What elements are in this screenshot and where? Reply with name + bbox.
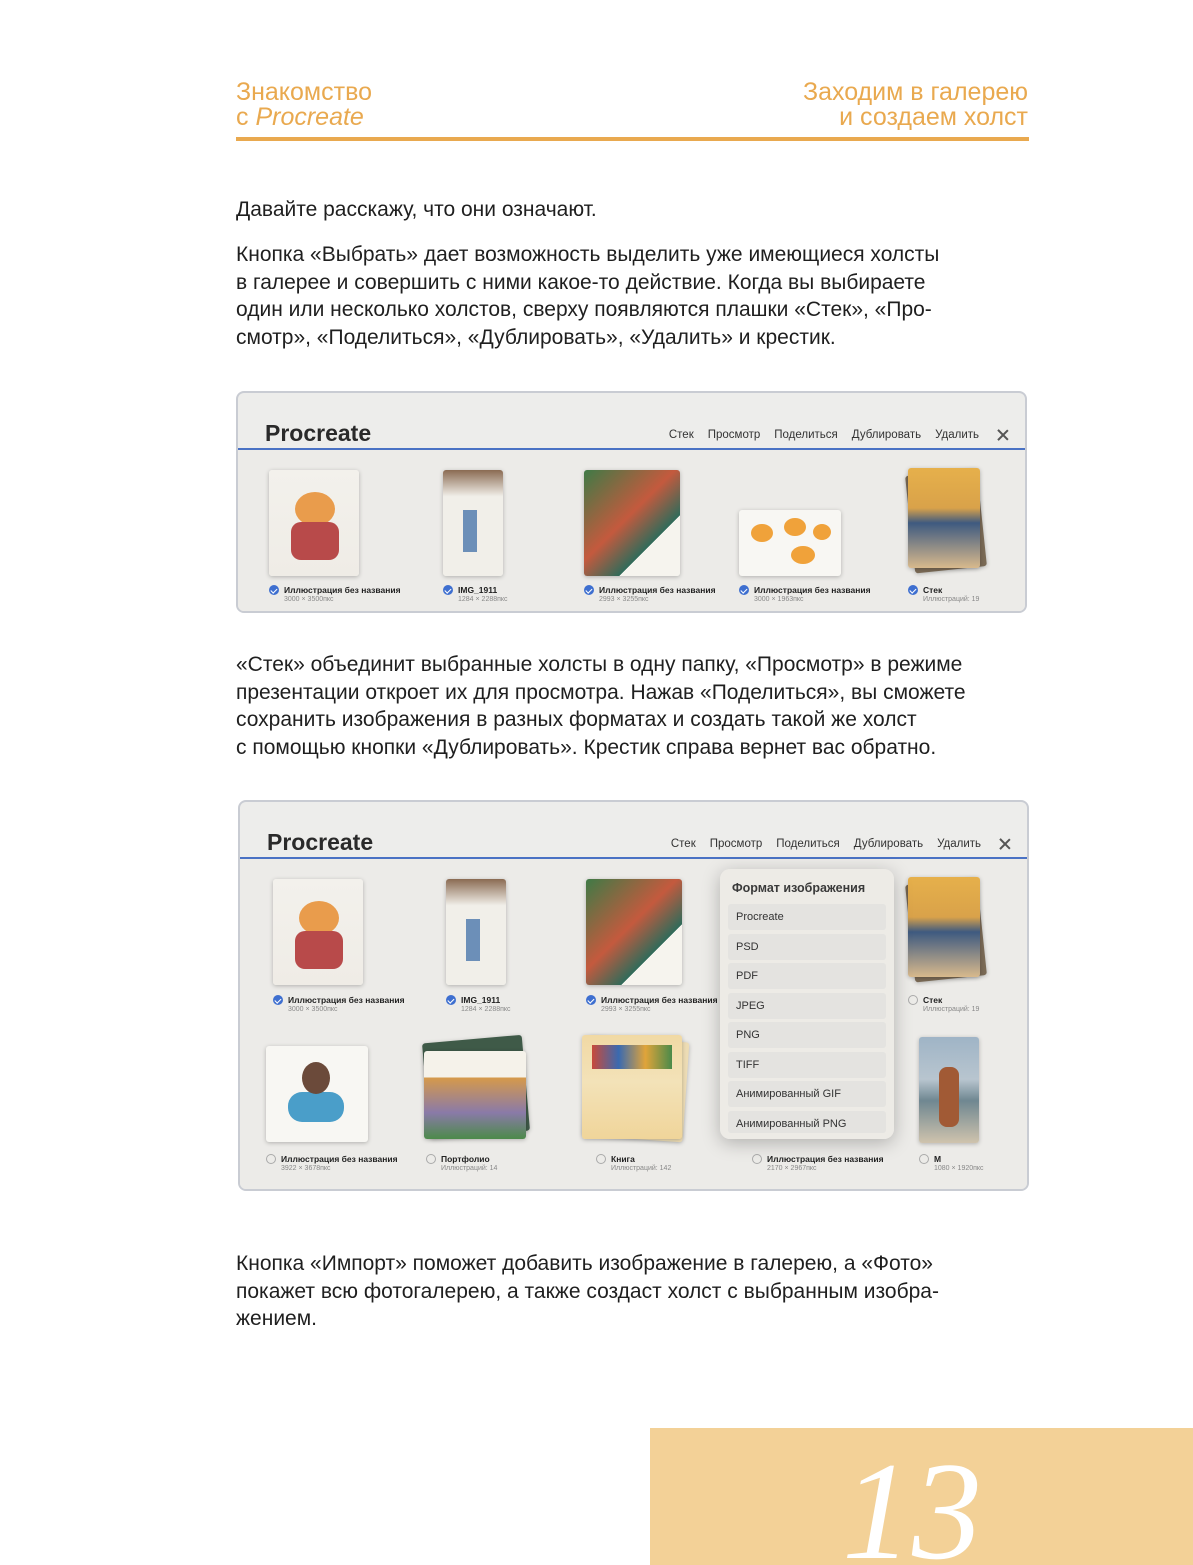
text-line: смотр», «Поделиться», «Дублировать», «Удалить» и крестик.: [236, 325, 836, 349]
text-line: покажет всю фотогалерею, а также создаст холст с выбранным изобра-: [236, 1279, 939, 1303]
gallery-screenshot-share: [238, 800, 1029, 1191]
tile-meta: 3000 × 3500пкс: [284, 596, 334, 603]
tile-caption: [739, 585, 871, 603]
format-option-animated-png[interactable]: Анимированный PNG: [728, 1111, 886, 1133]
delete-button[interactable]: Удалить: [937, 838, 981, 850]
text-line: «Стек» объединит выбранные холсты в одну папку, «Просмотр» в режиме: [236, 653, 963, 676]
tile-title: Иллюстрация без названия: [599, 585, 716, 595]
tile-caption: [584, 585, 716, 603]
paragraph-import-photo: [236, 1250, 1029, 1333]
artwork-thumbnail-img1911[interactable]: [446, 879, 506, 985]
tile-title: M: [934, 1154, 942, 1164]
procreate-logo-text: Procreate: [265, 420, 372, 446]
text-line: Кнопка «Выбрать» дает возможность выделить уже имеющиеся холсты: [236, 243, 940, 266]
artwork-thumbnail-img1911[interactable]: [443, 470, 503, 576]
text-line: один или несколько холстов, сверху появляются плашки «Стек», «Про-: [236, 298, 932, 321]
tile-meta: Иллюстраций: 142: [611, 1165, 672, 1172]
header-divider: [236, 137, 1029, 141]
chapter-title: [236, 80, 372, 130]
tile-meta: 2993 × 3255пкс: [599, 596, 649, 603]
tile-title: Иллюстрация без названия: [601, 995, 718, 1005]
format-option-tiff[interactable]: TIFF: [728, 1052, 886, 1078]
tile-meta: Иллюстраций: 19: [923, 596, 980, 603]
tile-caption: [446, 995, 511, 1013]
chapter-title-procreate: Procreate: [255, 103, 364, 131]
tile-title: Стек: [923, 585, 943, 595]
popover-title: Формат изображения: [732, 881, 866, 895]
text-line: презентации откроет их для просмотра. Нажав «Поделиться», вы сможете: [236, 680, 966, 704]
tile-meta: Иллюстраций: 14: [441, 1165, 498, 1172]
format-option-psd[interactable]: PSD: [728, 934, 886, 960]
checkmark-icon[interactable]: [584, 585, 594, 595]
artwork-thumbnail-portfolio[interactable]: [424, 1051, 526, 1139]
tile-title: Иллюстрация без названия: [767, 1154, 884, 1164]
tile-caption: [443, 585, 508, 603]
procreate-logo-text: Procreate: [267, 829, 374, 855]
paragraph-intro-text: Давайте расскажу, что они означают.: [236, 198, 597, 221]
unchecked-circle-icon[interactable]: [596, 1154, 606, 1164]
tile-meta: 1284 × 2288пкс: [458, 596, 508, 603]
tile-meta: 3000 × 3500пкс: [288, 1006, 338, 1013]
unchecked-circle-icon[interactable]: [426, 1154, 436, 1164]
tile-meta: Иллюстраций: 19: [923, 1006, 980, 1013]
artwork-thumbnail-girl[interactable]: [919, 1037, 979, 1143]
text-line: сохранить изображения в разных форматах и создать такой же холст: [236, 708, 917, 731]
preview-button[interactable]: Просмотр: [709, 838, 763, 850]
artwork-thumbnail-stack[interactable]: [908, 468, 980, 568]
tile-caption: [586, 995, 718, 1013]
tile-title: Иллюстрация без названия: [754, 585, 871, 595]
gallery-screenshot-selection: [236, 391, 1027, 613]
tile-title: IMG_1911: [458, 585, 498, 595]
tile-meta: 1080 × 1920пкс: [934, 1165, 984, 1172]
tile-caption: [908, 995, 979, 1013]
format-option-animated-gif[interactable]: Анимированный GIF: [728, 1081, 886, 1107]
unchecked-circle-icon[interactable]: [908, 995, 918, 1005]
close-icon[interactable]: [999, 838, 1011, 850]
tile-title: Портфолио: [441, 1154, 490, 1164]
artwork-thumbnail-corgi[interactable]: [273, 879, 363, 985]
tile-caption: [273, 995, 405, 1013]
checkmark-icon[interactable]: [269, 585, 279, 595]
tile-caption: [426, 1154, 497, 1172]
text-line: в галерее и совершить с ними какое-то действие. Когда вы выбираете: [236, 270, 926, 294]
text-line: с помощью кнопки «Дублировать». Крестик справа вернет вас обратно.: [236, 735, 937, 759]
tile-meta: 1284 × 2288пкс: [461, 1006, 511, 1013]
tile-meta: 3000 × 1963пкс: [754, 596, 804, 603]
tile-caption: [596, 1154, 671, 1172]
tile-title: Иллюстрация без названия: [284, 585, 401, 595]
checkmark-icon[interactable]: [908, 585, 918, 595]
unchecked-circle-icon[interactable]: [919, 1154, 929, 1164]
tile-title: Иллюстрация без названия: [281, 1154, 398, 1164]
chapter-title-line2: [236, 105, 372, 130]
preview-button[interactable]: Просмотр: [707, 429, 761, 441]
duplicate-button[interactable]: Дублировать: [851, 429, 922, 441]
delete-button[interactable]: Удалить: [935, 429, 979, 441]
chapter-title-line1: Знакомство: [236, 78, 372, 106]
selection-toolbar: [657, 838, 1011, 850]
checkmark-icon[interactable]: [443, 585, 453, 595]
checkmark-icon[interactable]: [273, 995, 283, 1005]
tile-caption: [919, 1154, 984, 1172]
image-format-popover: [720, 869, 894, 1139]
artwork-thumbnail-corgi[interactable]: [269, 470, 359, 576]
format-option-jpeg[interactable]: JPEG: [728, 993, 886, 1019]
section-title-line2: и создаем холст: [839, 103, 1028, 131]
format-option-procreate[interactable]: Procreate: [728, 904, 886, 930]
format-option-png[interactable]: PNG: [728, 1022, 886, 1048]
tile-title: Книга: [611, 1154, 635, 1164]
section-title: [803, 80, 1028, 130]
artwork-thumbnail-cats[interactable]: [739, 510, 841, 576]
tile-caption: [269, 585, 401, 603]
paragraph-select-button: [236, 241, 1029, 351]
tile-title: Иллюстрация без названия: [288, 995, 405, 1005]
tile-meta: 2170 × 2967пкс: [767, 1165, 817, 1172]
artwork-thumbnail-forest-village[interactable]: [584, 470, 680, 576]
paragraph-intro: [236, 196, 1029, 224]
page-number: 13: [842, 1434, 982, 1565]
stack-button[interactable]: Стек: [670, 838, 696, 850]
gallery-grid: [240, 859, 1027, 1189]
close-icon[interactable]: [997, 429, 1009, 441]
checkmark-icon[interactable]: [446, 995, 456, 1005]
section-title-line1: Заходим в галерею: [802, 78, 1028, 106]
tile-title: Стек: [923, 995, 943, 1005]
tile-caption: [266, 1154, 398, 1172]
text-line: жением.: [236, 1307, 318, 1330]
chapter-title-prefix: с: [236, 103, 256, 131]
artwork-thumbnail-stack[interactable]: [908, 877, 980, 977]
stack-button[interactable]: Стек: [668, 429, 694, 441]
gallery-grid: [238, 450, 1025, 611]
unchecked-circle-icon[interactable]: [752, 1154, 762, 1164]
tile-meta: 3922 × 3678пкс: [281, 1165, 331, 1172]
share-button[interactable]: Поделиться: [774, 429, 838, 441]
tile-title: IMG_1911: [461, 995, 501, 1005]
duplicate-button[interactable]: Дублировать: [853, 838, 924, 850]
artwork-thumbnail-scooter[interactable]: [266, 1046, 368, 1142]
format-option-pdf[interactable]: PDF: [728, 963, 886, 989]
tile-caption: [752, 1154, 884, 1172]
artwork-thumbnail-forest-village[interactable]: [586, 879, 682, 985]
unchecked-circle-icon[interactable]: [266, 1154, 276, 1164]
tile-meta: 2993 × 3255пкс: [601, 1006, 651, 1013]
share-button[interactable]: Поделиться: [776, 838, 840, 850]
selection-toolbar: [655, 429, 1009, 441]
paragraph-toolbar-actions: [236, 651, 1029, 761]
checkmark-icon[interactable]: [739, 585, 749, 595]
tile-caption: [908, 585, 979, 603]
checkmark-icon[interactable]: [586, 995, 596, 1005]
artwork-thumbnail-book[interactable]: [582, 1035, 682, 1139]
text-line: Кнопка «Импорт» поможет добавить изображение в галерею, а «Фото»: [236, 1252, 933, 1275]
